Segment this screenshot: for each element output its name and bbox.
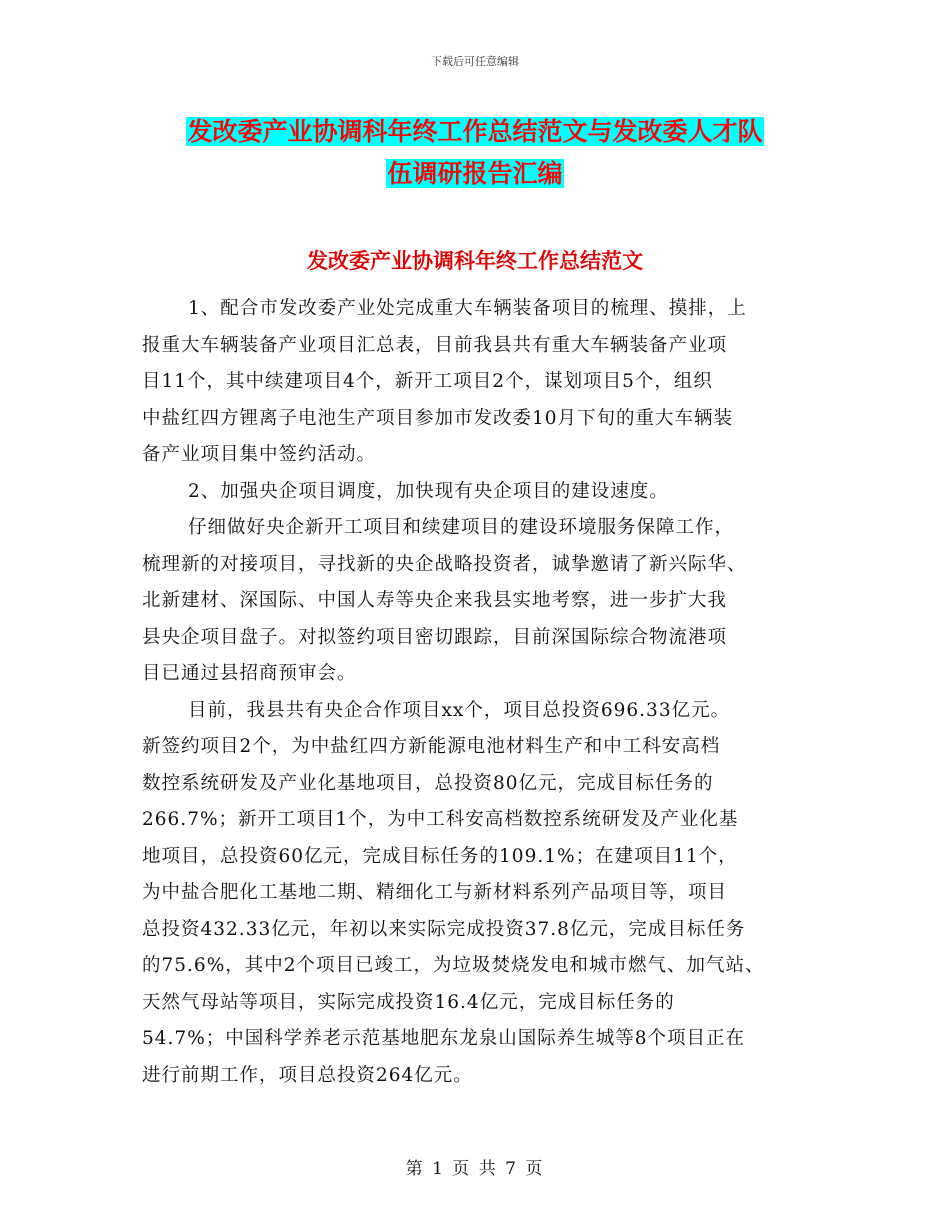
paragraph-4 <box>142 693 822 1095</box>
text-line: 54.7%；中国科学养老示范基地肥东龙泉山国际养生城等8个项目正在 <box>142 1028 746 1049</box>
document-title-line-1 <box>0 114 950 150</box>
text-line: 县央企项目盘子。对拟签约项目密切跟踪，目前深国际综合物流港项 <box>142 626 728 648</box>
text-line: 备产业项目集中签约活动。 <box>142 444 377 465</box>
text-line: 新签约项目2个，为中盐红四方新能源电池材料生产和中工科安高档 <box>142 736 721 757</box>
text-line: 报重大车辆装备产业项目汇总表，目前我县共有重大车辆装备产业项 <box>142 334 728 356</box>
text-line: 天然气母站等项目，实际完成投资16.4亿元，完成目标任务的 <box>142 991 675 1013</box>
text-line: 目已通过县招商预审会。 <box>142 663 357 684</box>
text-line: 的75.6%，其中2个项目已竣工，为垃圾焚烧发电和城市燃气、加气站、 <box>142 955 765 976</box>
document-title-line-2 <box>0 156 950 192</box>
text-line: 地项目，总投资60亿元，完成目标任务的109.1%；在建项目11个， <box>142 845 738 867</box>
text-line: 1、配合市发改委产业处完成重大车辆装备项目的梳理、摸排，上 <box>188 298 747 319</box>
body-text <box>142 291 822 1094</box>
text-line: 目11个，其中续建项目4个，新开工项目2个，谋划项目5个，组织 <box>142 371 713 392</box>
paragraph-2 <box>142 474 822 511</box>
header-note: 下载后可任意编辑 <box>431 55 519 68</box>
section-title: 发改委产业协调科年终工作总结范文 <box>307 248 643 273</box>
paragraph-1 <box>142 291 822 474</box>
text-line: 中盐红四方锂离子电池生产项目参加市发改委10月下旬的重大车辆装 <box>142 407 734 429</box>
title-highlight-1: 发改委产业协调科年终工作总结范文与发改委人才队 <box>187 117 763 146</box>
text-line: 266.7%；新开工项目1个，为中工科安高档数控系统研发及产业化基 <box>142 809 739 830</box>
text-line: 仔细做好央企新开工项目和续建项目的建设环境服务保障工作， <box>188 517 735 538</box>
text-line: 为中盐合肥化工基地二期、精细化工与新材料系列产品项目等，项目 <box>142 882 728 903</box>
text-line: 梳理新的对接项目，寻找新的央企战略投资者，诚挚邀请了新兴际华、 <box>142 553 747 575</box>
text-line: 目前，我县共有央企合作项目xx个，项目总投资696.33亿元。 <box>188 699 731 721</box>
text-line: 2、加强央企项目调度，加快现有央企项目的建设速度。 <box>188 480 669 502</box>
title-highlight-2: 伍调研报告汇编 <box>387 159 563 188</box>
text-line: 北新建材、深国际、中国人寿等央企来我县实地考察，进一步扩大我 <box>142 590 728 611</box>
text-line: 总投资432.33亿元，年初以来实际完成投资37.8亿元，完成目标任务 <box>142 918 746 940</box>
text-line: 数控系统研发及产业化基地项目，总投资80亿元，完成目标任务的 <box>142 772 714 794</box>
text-line: 进行前期工作，项目总投资264亿元。 <box>142 1064 473 1086</box>
page-number: 第 1 页 共 7 页 <box>405 1159 545 1179</box>
paragraph-3 <box>142 510 822 693</box>
